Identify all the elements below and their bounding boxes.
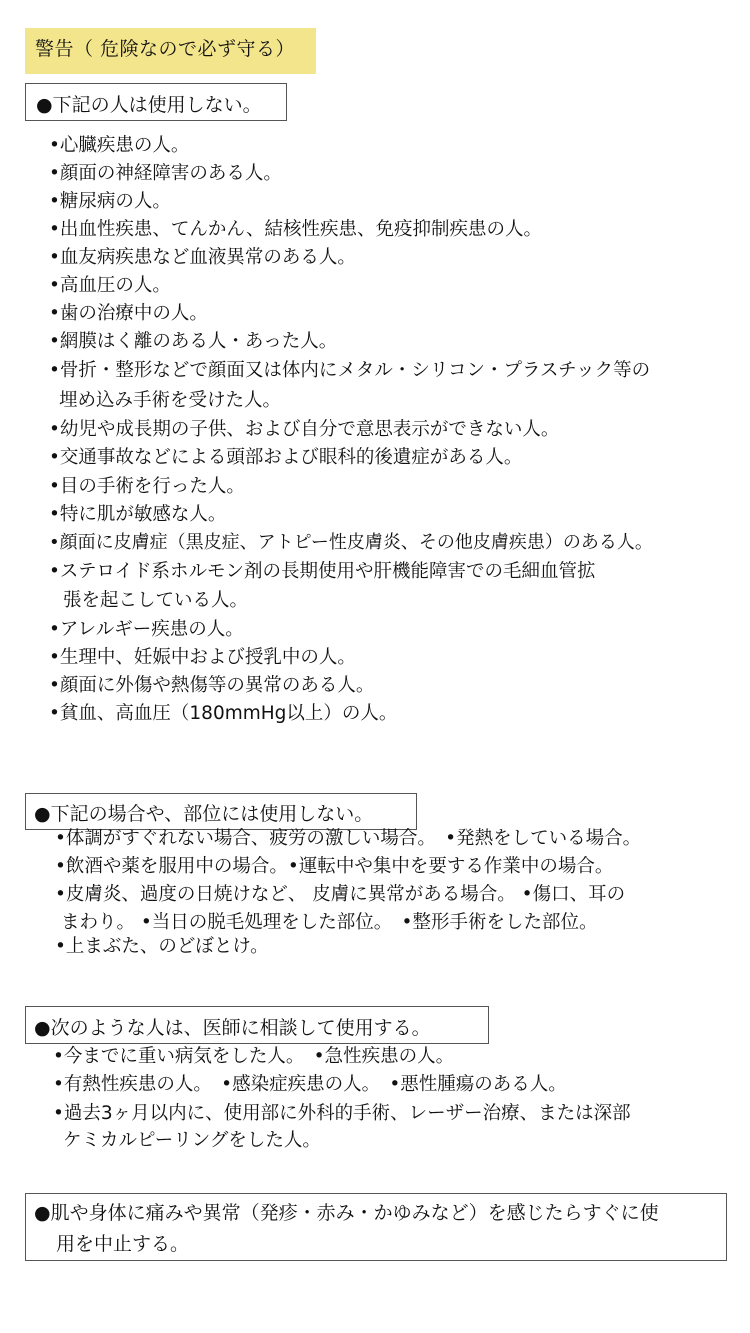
list-item: •顔面に外傷や熱傷等の異常のある人。 <box>49 675 375 696</box>
list-item-continuation: まわり。 •当日の脱毛処理をした部位。 •整形手術をした部位。 <box>61 912 598 933</box>
section-heading-stop-use <box>25 1193 727 1261</box>
list-item: •特に肌が敏感な人。 <box>49 504 227 525</box>
list-item: •飲酒や薬を服用中の場合。•運転中や集中を要する作業中の場合。 <box>55 856 614 877</box>
warning-title: 警告（ 危険なので必ず守る） <box>25 28 316 74</box>
list-item: •交通事故などによる頭部および眼科的後遺症がある人。 <box>49 447 523 468</box>
list-item: •体調がすぐれない場合、疲労の激しい場合。 •発熱をしている場合。 <box>55 828 642 849</box>
list-item: •幼児や成長期の子供、および自分で意思表示ができない人。 <box>49 419 560 440</box>
list-item: •アレルギー疾患の人。 <box>49 619 244 640</box>
list-item: •ステロイド系ホルモン剤の長期使用や肝機能障害での毛細血管拡 <box>49 561 596 582</box>
list-item-continuation: ケミカルピーリングをした人。 <box>63 1130 321 1151</box>
list-item: •顔面の神経障害のある人。 <box>49 163 282 184</box>
list-item: •血友病疾患など血液異常のある人。 <box>49 247 356 268</box>
list-item: •心臓疾患の人。 <box>49 135 190 156</box>
list-item: •過去3ヶ月以内に、使用部に外科的手術、レーザー治療、または深部 <box>53 1103 631 1124</box>
list-item: •生理中、妊娠中および授乳中の人。 <box>49 647 356 668</box>
section-heading-do-not-use-persons: ●下記の人は使用しない。 <box>25 83 287 121</box>
list-item-continuation: 埋め込み手術を受けた人。 <box>59 390 282 411</box>
list-item: •歯の治療中の人。 <box>49 303 208 324</box>
stop-use-text-line-2: 用を中止する。 <box>56 1233 190 1255</box>
list-item: •高血圧の人。 <box>49 275 171 296</box>
list-item: •網膜はく離のある人・あった人。 <box>49 331 338 352</box>
list-item: •糖尿病の人。 <box>49 191 171 212</box>
list-item: •有熱性疾患の人。 •感染症疾患の人。 •悪性腫瘍のある人。 <box>53 1074 567 1095</box>
list-item: •貧血、高血圧（180mmHg以上）の人。 <box>49 703 398 724</box>
stop-use-text-line-1: ●肌や身体に痛みや異常（発疹・赤み・かゆみなど）を感じたらすぐに使 <box>34 1202 659 1224</box>
list-item: •上まぶた、のどぼとけ。 <box>55 936 269 957</box>
list-item: •出血性疾患、てんかん、結核性疾患、免疫抑制疾患の人。 <box>49 219 543 240</box>
section-heading-consult-doctor: ●次のような人は、医師に相談して使用する。 <box>25 1006 489 1044</box>
list-item: •今までに重い病気をした人。 •急性疾患の人。 <box>53 1046 455 1067</box>
section-heading-do-not-use-cases: ●下記の場合や、部位には使用しない。 <box>25 793 417 830</box>
list-item: •顔面に皮膚症（黒皮症、アトピー性皮膚炎、その他皮膚疾患）のある人。 <box>49 532 653 553</box>
list-item-continuation: 張を起こしている人。 <box>63 590 249 611</box>
list-item: •皮膚炎、過度の日焼けなど、 皮膚に異常がある場合。 •傷口、耳の <box>55 884 626 905</box>
list-item: •骨折・整形などで顔面又は体内にメタル・シリコン・プラスチック等の <box>49 360 651 381</box>
list-item: •目の手術を行った人。 <box>49 476 245 497</box>
